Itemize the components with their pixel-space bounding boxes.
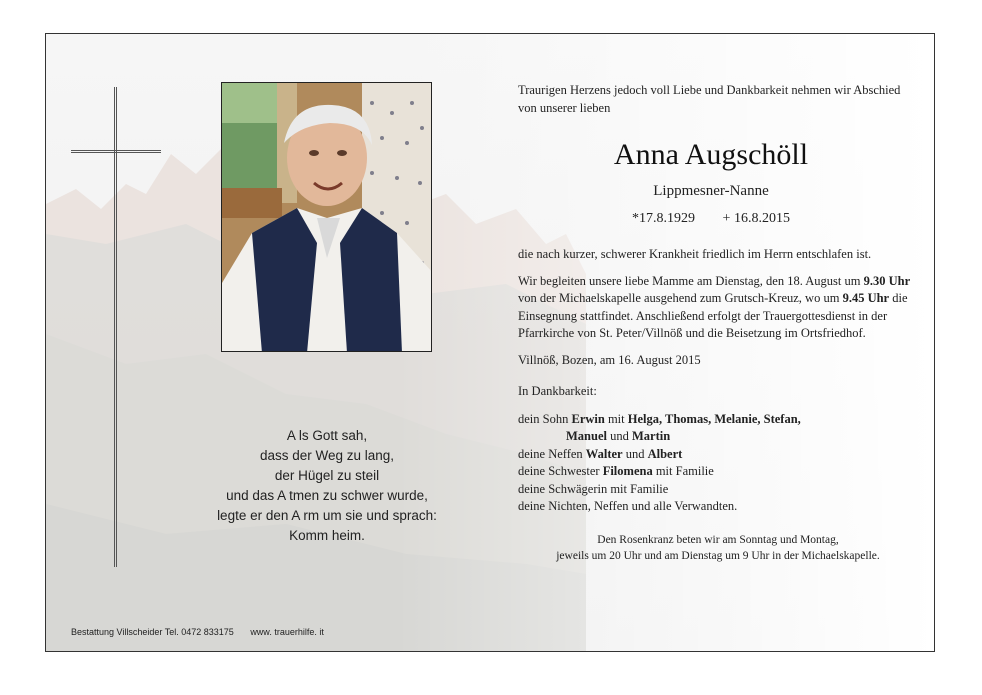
- family-list: [518, 411, 918, 516]
- cross-vertical: [114, 87, 117, 567]
- thanks-heading: In Dankbarkeit:: [518, 384, 597, 398]
- sister-name: Filomena: [602, 464, 653, 478]
- text: deine Neffen: [518, 446, 586, 461]
- birth-date: *17.8.1929: [632, 211, 696, 226]
- life-dates: [504, 210, 918, 228]
- place-date: Villnöß, Bozen, am 16. August 2015: [518, 352, 701, 367]
- service-time-2: 9.45 Uhr: [842, 291, 890, 305]
- text: deine Schwester: [518, 464, 603, 478]
- funeral-home-contact: Bestattung Villscheider Tel. 0472 833175: [71, 627, 234, 637]
- grandchild-name: Manuel: [566, 429, 607, 443]
- text: und: [622, 446, 648, 461]
- service-part: die Einsegnung stattfindet. Anschließend erfolgt der Trauergottesdienst in der Pfarrkirche von St. Peter/Villnöß und die Beisetzung im Ortsfriedhof.: [518, 291, 908, 340]
- son-family-names: Helga, Thomas, Melanie, Stefan,: [627, 411, 801, 426]
- poem-line: Komm heim.: [289, 528, 365, 543]
- text: mit Familie: [652, 464, 714, 478]
- poem: [176, 426, 478, 546]
- rosary-line: Den Rosenkranz beten wir am Sonntag und Montag,: [597, 533, 839, 546]
- text: und: [606, 429, 632, 443]
- death-date: + 16.8.2015: [722, 211, 790, 226]
- nephew-name: Albert: [647, 446, 683, 461]
- portrait-illustration: [222, 83, 432, 352]
- family-son: [518, 411, 918, 429]
- poem-line: A ls Gott sah,: [286, 428, 368, 443]
- family-sister: [518, 463, 918, 481]
- family-son-cont: [518, 428, 918, 446]
- family-nephews: [518, 446, 918, 464]
- website-link[interactable]: www. trauerhilfe. it: [250, 627, 324, 637]
- footer: [71, 627, 338, 637]
- poem-line: legte er den A rm um sie und sprach:: [217, 508, 437, 523]
- deceased-name: Anna Augschöll: [613, 138, 809, 171]
- service-time-1: 9.30 Uhr: [863, 273, 911, 288]
- poem-line: der Hügel zu steil: [274, 468, 380, 483]
- service-part: von der Michaelskapelle ausgehend zum Grutsch-Kreuz, wo um: [518, 291, 843, 305]
- family-sister-in-law: deine Schwägerin mit Familie: [518, 481, 669, 496]
- cross-horizontal: [71, 150, 161, 153]
- service-text: [518, 273, 918, 343]
- family-relatives: deine Nichten, Neffen und alle Verwandten.: [518, 499, 738, 513]
- poem-line: und das A tmen zu schwer wurde,: [226, 488, 428, 503]
- deceased-nickname: Lippmesner-Nanne: [653, 183, 769, 199]
- text: dein Sohn: [518, 411, 572, 426]
- obituary-card: [45, 33, 935, 652]
- obituary-text: [518, 82, 918, 564]
- intro-text: Traurigen Herzens jedoch voll Liebe und Dankbarkeit nehmen wir Abschied von unserer lieben: [518, 83, 901, 115]
- passing-text: die nach kurzer, schwerer Krankheit friedlich im Herrn entschlafen ist.: [518, 247, 872, 261]
- poem-line: dass der Weg zu lang,: [259, 448, 395, 463]
- portrait-photo: [221, 82, 432, 352]
- rosary-notice: [518, 532, 918, 564]
- son-name: Erwin: [571, 411, 605, 426]
- rosary-line: jeweils um 20 Uhr und am Dienstag um 9 Uhr in der Michaelskapelle.: [556, 549, 880, 562]
- grandchild-name: Martin: [631, 429, 671, 443]
- service-part: Wir begleiten unsere liebe Mamme am Dienstag, den 18. August um: [518, 273, 864, 288]
- nephew-name: Walter: [585, 446, 623, 461]
- text: mit: [604, 411, 628, 426]
